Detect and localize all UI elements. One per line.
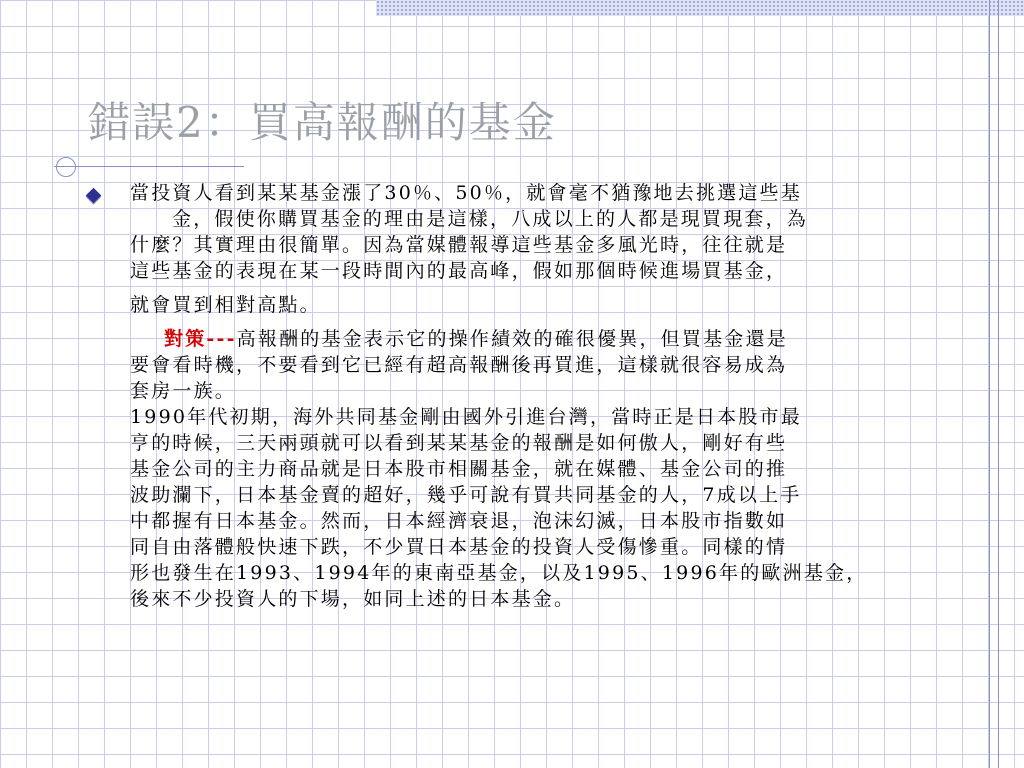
strategy-label: 對策--- xyxy=(164,328,237,350)
text-line: 波助瀾下，日本基金賣的超好，幾乎可說有買共同基金的人，7成以上手 xyxy=(130,484,802,506)
right-border-line-outer xyxy=(998,0,999,768)
text-line: 基金公司的主力商品就是日本股市相關基金，就在媒體、基金公司的推 xyxy=(130,458,788,480)
paragraph-history xyxy=(130,404,960,612)
diamond-bullet-icon xyxy=(86,188,102,204)
text-line: 這些基金的表現在某一段時間內的最高峰，假如那個時候進場買基金， xyxy=(130,260,788,282)
title-underline xyxy=(54,166,244,167)
text-line: 亨的時候，三天兩頭就可以看到某某基金的報酬是如何傲人，剛好有些 xyxy=(130,432,788,454)
text-line: 後來不少投資人的下場，如同上述的日本基金。 xyxy=(130,588,576,610)
text-line: 1990年代初期，海外共同基金剛由國外引進台灣，當時正是日本股市最 xyxy=(130,406,802,428)
text-line: 要會看時機，不要看到它已經有超高報酬後再買進，這樣就很容易成為 xyxy=(130,354,788,376)
text-line: 套房一族。 xyxy=(130,380,237,402)
paragraph-problem xyxy=(130,180,960,318)
paragraph-strategy xyxy=(130,326,960,404)
text-line: 什麼？其實理由很簡單。因為當媒體報導這些基金多風光時，往往就是 xyxy=(130,234,788,256)
text-line: 高報酬的基金表示它的操作績效的確很優異，但買基金還是 xyxy=(236,328,788,350)
text-line: 中都握有日本基金。然而，日本經濟衰退，泡沫幻滅，日本股市指數如 xyxy=(130,510,788,532)
text-line: 金，假使你購買基金的理由是這樣，八成以上的人都是現買現套，為 xyxy=(172,208,809,230)
top-decoration-bar xyxy=(376,0,1024,16)
decorative-circle xyxy=(56,157,76,177)
text-line: 同自由落體般快速下跌，不少買日本基金的投資人受傷慘重。同樣的情 xyxy=(130,536,788,558)
text-line: 形也發生在1993、1994年的東南亞基金，以及1995、1996年的歐洲基金， xyxy=(130,562,868,584)
right-border-line xyxy=(989,0,990,768)
strategy-first-line xyxy=(130,326,960,352)
text-line: 就會買到相對高點。 xyxy=(130,294,321,316)
text-line: 當投資人看到某某基金漲了30％、50％，就會毫不猶豫地去挑選這些基 xyxy=(130,182,802,204)
slide-title: 錯誤2：買高報酬的基金 xyxy=(88,98,557,147)
slide-body xyxy=(130,180,960,612)
